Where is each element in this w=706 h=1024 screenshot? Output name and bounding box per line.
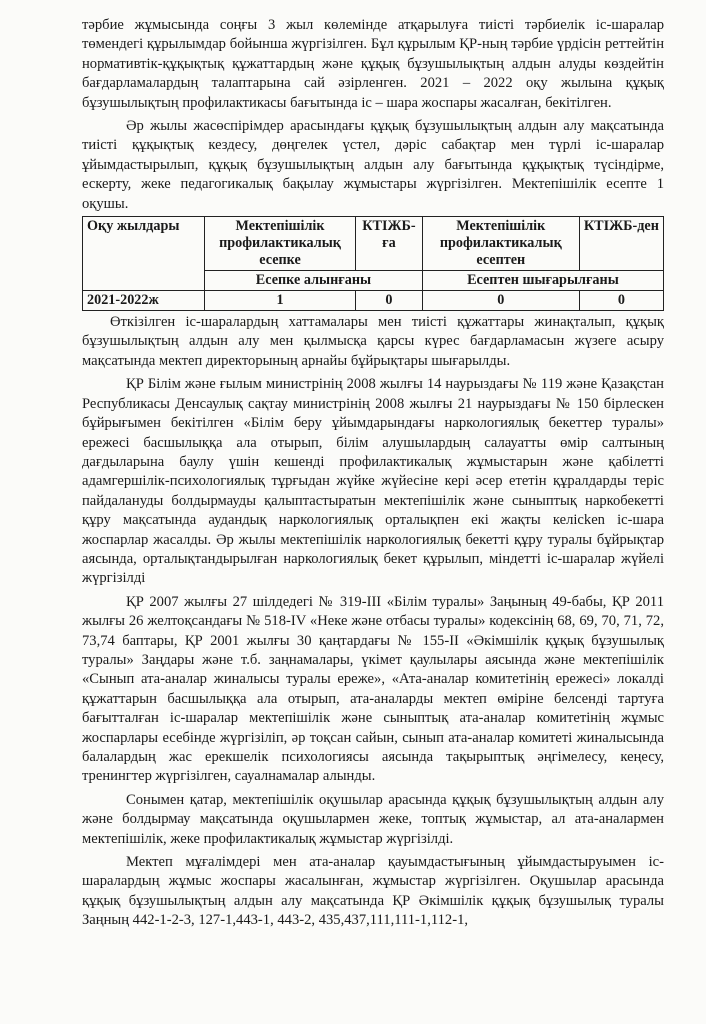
paragraph-protocols: Өткізілген іс-шаралардың хаттамалары мен тиісті құжаттары жинақталып, құқық бұзушылықтың алдын алу мен қылмысқа қарсы күрес бағдарламасын жүзеге асыру мақсатында мектеп директорының арнайы бұйрықтары шығарылды. [82, 314, 664, 369]
cell-year: 2021-2022ж [83, 291, 205, 311]
cell-school-prof-registered: 1 [205, 291, 356, 311]
header-school-prof-deregistered: Мектепішілік профилактикалық есептен [422, 217, 579, 271]
paragraph-legislation: ҚР 2007 жылғы 27 шілдедегі № 319-ІІІ «Білім туралы» Заңының 49-бабы, ҚР 2011 жылғы 26 желтоқсандағы № 518-IV «Неке және отбасы туралы» кодексінің 68, 69, 70, 71, 72, 73,74 баптары, ҚР 2001 жылғы 30 қаңтардағы № 155-ІІ «Әкімшілік құқық бұзушылық туралы» Заңдары және т.б. заңнамалары, үкімет қаулылары аясында және мектепішілік «Сынып ата-аналар жиналысы туралы ереже», «Ата-аналар комитетінің ережесі» локалді құжаттарын басшылыққа ала отырып, ата-аналарды мектеп өміріне белсенді тартуға бағытталған іс-шаралар мектепішілік және сыныптық ата-аналар комитетінің жұмыс жоспарлары есебінде жүргізіліп, әр тоқсан сайын, сынып ата-аналар комитеті жиналысында балалардың жас ерекшелік психологиясы аясында тақырыптық әңгімелесу, кеңесу, тренингтер жүргізілген, сауалнамалар алынды. [82, 593, 664, 785]
cell-school-prof-deregistered: 0 [422, 291, 579, 311]
header-deregistered: Есептен шығарылғаны [422, 271, 663, 291]
paragraph-narcology-posts: ҚР Білім және ғылым министрінің 2008 жылғы 14 наурыздағы № 119 және Қазақстан Республикасы Денсаулық сақтау министрінің 2008 жылғы 21 наурыздағы № 150 бірлескен бұйрығымен бекітілген «Білім беру ұйымдарындағы наркологиялық бекеттер туралы» ережесі басшылыққа ала отырып, білім алушылардың салауатты өмір салтының дағдыларына баулу үшін кешенді профилактикалық жұмыстарын және қабілетті адамгершілік-психологиялық тұрғыдан жүйке жүйесіне кері әсер ететін құралдарды теріс пайдалануды болдырмауды қалыптастыратын мектепішілік және сыныптық наркобекетті құру мақсатында аудандық наркологиялық орталықпен екі жақты келісken іс-шара жоспарлар жасалды. Әр жылы мектепішілік наркологиялық бекетті құру туралы бұйрықтар аясында, орталықтандырылған наркологиялық бекет құрылып, міндетті іс-шаралар жүйелі жүргізілді [82, 376, 664, 587]
registration-table [82, 216, 664, 311]
paragraph-individual-work: Сонымен қатар, мектепішілік оқушылар арасында құқық бұзушылықтың алдын алу және болдырмау мақсатында оқушылармен жеке, топтық жұмыстар, ал ата-аналармен мектепішілік, жеке профилактикалық жұмыстар жүргізілді. [82, 791, 664, 847]
paragraph-prevention: Әр жылы жасөспірімдер арасындағы құқық бұзушылықтың алдын алу мақсатында тиісті құқықтық кездесу, дөңгелек үстел, дәріс сабақтар мен түрлі іс-шаралар ұйымдастырылып, құқық бұзушылықтың алдын алу бағытында құқықтық түсіндірме, ескерту, жеке педагогикалық бақылау жұмыстары жүргізілген. Мектепішілік есепте 1 оқушы. [82, 118, 664, 212]
cell-ktizhb-registered: 0 [356, 291, 423, 311]
header-ktizhb-registered: КТІЖБ-ға [356, 217, 423, 271]
paragraph-teachers-parents: Мектеп мұғалімдері мен ата-аналар қауымдастығының ұйымдастыруымен іс-шаралардың жұмыс жоспары жасалынған, жұмыстар жүргізілген. Оқушылар арасында құқық бұзушылықтың алдын алу мақсатында ҚР Әкімшілік құқық бұзушылық туралы Заңның 442-1-2-3, 127-1,443-1, 443-2, 435,437,111,111-1,112-1, [82, 854, 664, 929]
header-registered: Есепке алынғаны [205, 271, 423, 291]
header-years: Оқу жылдары [83, 217, 205, 291]
header-ktizhb-deregistered: КТІЖБ-ден [579, 217, 663, 271]
table-row [83, 291, 664, 311]
table-header-row [83, 217, 664, 271]
cell-ktizhb-deregistered: 0 [579, 291, 663, 311]
header-school-prof-registered: Мектепішілік профилактикалық есепке [205, 217, 356, 271]
paragraph-intro: тәрбие жұмысында соңғы 3 жыл көлемінде атқарылуға тиісті тәрбиелік іс-шаралар төмендегі құрылымдар бойынша жүргізілген. Бұл құрылым ҚР-ның тәрбие үрдісін реттейтін нормативтік-құқықтық құжаттардың және құқық бұзушылықтың алдын алуды көздейтін бағдарламалардың талаптарына сай әзірленген. 2021 – 2022 оқу жылына құқық бұзушылықтың профилактикасы бағытында іс – шара жоспары жасалған, бекітілген. [82, 17, 664, 111]
